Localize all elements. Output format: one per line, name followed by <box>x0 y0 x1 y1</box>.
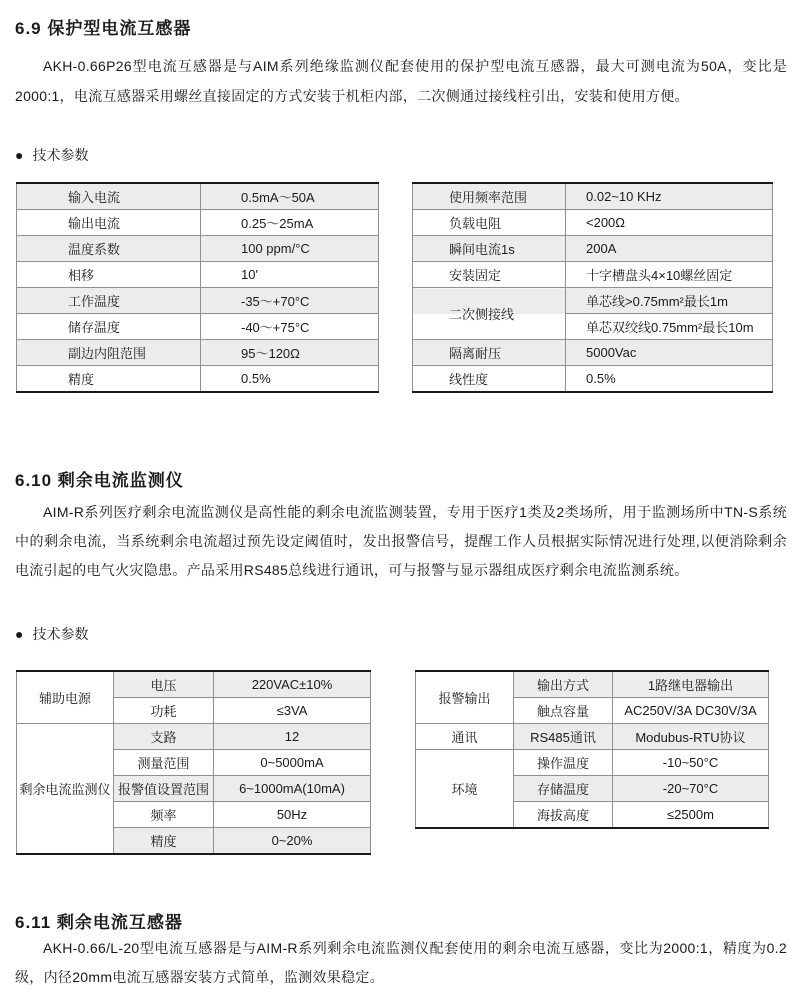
table-row <box>17 314 379 340</box>
param-value-cell: 10' <box>201 262 379 288</box>
param-label-cell: 输出方式 <box>514 671 613 698</box>
group-label-cell: 报警输出 <box>416 671 514 724</box>
param-value-cell: 100 ppm/°C <box>201 236 379 262</box>
param-value-cell: 单芯双绞线0.75mm²最长10m <box>566 314 773 340</box>
param-value-cell: 单芯线>0.75mm²最长1m <box>566 288 773 314</box>
spec-table-69-left <box>16 182 379 393</box>
param-label-cell: 电压 <box>114 671 214 698</box>
param-value-cell: 0.5% <box>566 366 773 393</box>
table-row <box>17 262 379 288</box>
table-row <box>416 750 769 776</box>
param-label-cell: 功耗 <box>114 698 214 724</box>
param-label-cell: 触点容量 <box>514 698 613 724</box>
table-row <box>416 671 769 698</box>
param-label-cell: 支路 <box>114 724 214 750</box>
param-value-cell: ≤3VA <box>214 698 371 724</box>
param-label-cell: 工作温度 <box>17 288 201 314</box>
param-label-cell: RS485通讯 <box>514 724 613 750</box>
tech-params-heading-6-10 <box>15 624 88 644</box>
section-6-11-paragraph: AKH-0.66/L-20型电流互感器是与AIM-R系列剩余电流监测仪配套使用的剩余电流互感器，变比为2000:1，精度为0.2级，内径20mm电流互感器安装方式简单，监测效果稳定。 <box>15 940 787 985</box>
param-label-cell: 温度系数 <box>17 236 201 262</box>
param-value-cell: <200Ω <box>566 210 773 236</box>
param-label-cell: 精度 <box>114 828 214 855</box>
table-row <box>17 210 379 236</box>
param-label-cell: 精度 <box>17 366 201 393</box>
param-value-cell: 1路继电器输出 <box>613 671 769 698</box>
param-label-cell: 报警值设置范围 <box>114 776 214 802</box>
tech-params-label: 技术参数 <box>32 147 89 163</box>
param-label-cell: 储存温度 <box>17 314 201 340</box>
group-label-cell: 通讯 <box>416 724 514 750</box>
section-6-9-paragraph: AKH-0.66P26型电流互感器是与AIM系列绝缘监测仪配套使用的保护型电流互感器，最大可测电流为50A，变比是2000:1，电流互感器采用螺丝直接固定的方式安装于机柜内部，二次侧通过接线柱引出，安装和使用方便。 <box>15 58 787 104</box>
param-value-cell: -40～+75°C <box>201 314 379 340</box>
table-row <box>17 183 379 210</box>
param-value-cell: 5000Vac <box>566 340 773 366</box>
table-row <box>413 210 773 236</box>
param-label-cell: 负载电阻 <box>413 210 566 236</box>
param-value-cell: 0.25～25mA <box>201 210 379 236</box>
spec-table-610-right <box>415 670 769 829</box>
group-label-cell: 剩余电流监测仪 <box>17 724 114 855</box>
spec-table-69-right <box>412 182 773 393</box>
param-label-cell: 海拔高度 <box>514 802 613 829</box>
param-value-cell: 0~20% <box>214 828 371 855</box>
param-value-cell: -10~50°C <box>613 750 769 776</box>
table-row <box>413 236 773 262</box>
param-label-cell: 瞬间电流1s <box>413 236 566 262</box>
table-row <box>413 340 773 366</box>
param-label-cell: 输出电流 <box>17 210 201 236</box>
table-row <box>17 288 379 314</box>
table-row <box>413 183 773 210</box>
table-row <box>416 724 769 750</box>
param-label-cell: 测量范围 <box>114 750 214 776</box>
param-value-cell: 220VAC±10% <box>214 671 371 698</box>
param-label-cell: 相移 <box>17 262 201 288</box>
group-label-cell: 环境 <box>416 750 514 829</box>
param-value-cell: AC250V/3A DC30V/3A <box>613 698 769 724</box>
param-label-cell: 输入电流 <box>17 183 201 210</box>
param-label-cell: 存储温度 <box>514 776 613 802</box>
group-label-cell: 辅助电源 <box>17 671 114 724</box>
param-label-cell: 隔离耐压 <box>413 340 566 366</box>
spec-table-610-left <box>16 670 371 855</box>
table-row <box>413 366 773 393</box>
tech-params-label: 技术参数 <box>32 626 89 642</box>
param-value-cell: 12 <box>214 724 371 750</box>
param-label-cell: 频率 <box>114 802 214 828</box>
table-row <box>413 262 773 288</box>
param-label-cell: 安装固定 <box>413 262 566 288</box>
param-label-cell-merged: 二次侧接线 <box>413 288 566 340</box>
param-value-cell: 0.5% <box>201 366 379 393</box>
param-label-cell: 副边内阻范围 <box>17 340 201 366</box>
param-value-cell: -20~70°C <box>613 776 769 802</box>
param-value-cell: Modubus-RTU协议 <box>613 724 769 750</box>
tech-params-heading-6-9 <box>15 145 88 165</box>
section-6-10-paragraph: AIM-R系列医疗剩余电流监测仪是高性能的剩余电流监测装置，专用于医疗1类及2类场所，用于监测场所中TN-S系统中的剩余电流，当系统剩余电流超过预先设定阈值时，发出报警信号，提醒工作人员根据实际情况进行处理,以便消除剩余电流引起的电气火灾隐患。产品采用RS485总线进行通讯，可与报警与显示器组成医疗剩余电流监测系统。 <box>15 504 787 578</box>
bullet-icon: ● <box>15 626 24 642</box>
table-row <box>17 671 371 698</box>
param-value-cell: 十字槽盘头4×10螺丝固定 <box>566 262 773 288</box>
param-value-cell: ≤2500m <box>613 802 769 829</box>
table-row <box>17 340 379 366</box>
param-value-cell: 95～120Ω <box>201 340 379 366</box>
table-row <box>413 288 773 314</box>
param-value-cell: 0.02~10 KHz <box>566 183 773 210</box>
section-6-10-title: 6.10 剩余电流监测仪 <box>15 471 184 490</box>
param-value-cell: 200A <box>566 236 773 262</box>
param-value-cell: -35～+70°C <box>201 288 379 314</box>
param-label-cell: 线性度 <box>413 366 566 393</box>
param-value-cell: 6~1000mA(10mA) <box>214 776 371 802</box>
param-value-cell: 0.5mA～50A <box>201 183 379 210</box>
param-value-cell: 0~5000mA <box>214 750 371 776</box>
table-row <box>17 236 379 262</box>
section-6-9-title: 6.9 保护型电流互感器 <box>15 19 192 38</box>
param-value-cell: 50Hz <box>214 802 371 828</box>
section-6-11-title: 6.11 剩余电流互感器 <box>15 913 183 932</box>
param-label-cell: 使用频率范围 <box>413 183 566 210</box>
table-row <box>17 366 379 393</box>
table-row <box>17 724 371 750</box>
param-label-cell: 操作温度 <box>514 750 613 776</box>
bullet-icon: ● <box>15 147 24 163</box>
